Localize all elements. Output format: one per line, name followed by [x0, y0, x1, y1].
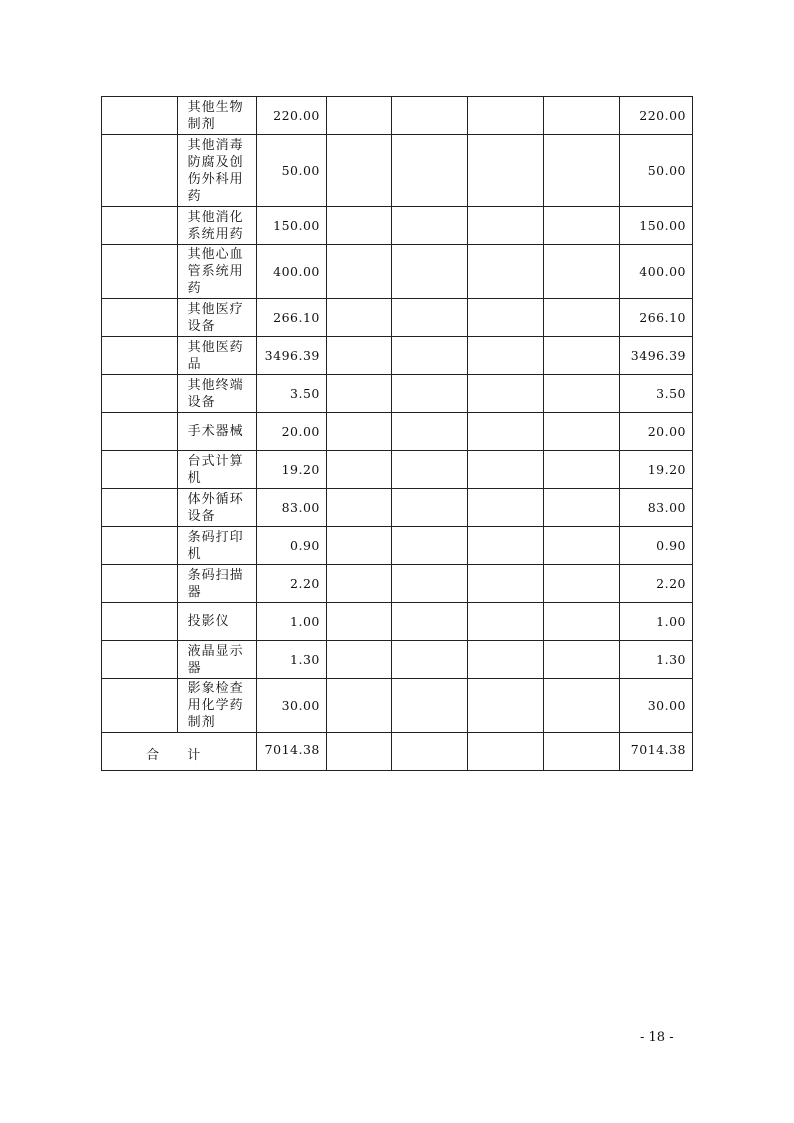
blank-cell	[102, 603, 178, 641]
total-label: 合 计	[102, 733, 257, 771]
blank-cell	[468, 527, 544, 565]
item-name: 投影仪	[177, 603, 257, 641]
item-amount: 2.20	[257, 565, 327, 603]
blank-cell	[543, 679, 620, 733]
item-name: 其他心血管系统用药	[177, 245, 257, 299]
blank-cell	[468, 679, 544, 733]
item-amount: 3496.39	[257, 337, 327, 375]
blank-cell	[102, 489, 178, 527]
blank-cell	[326, 527, 392, 565]
item-amount: 20.00	[257, 413, 327, 451]
blank-cell	[392, 451, 468, 489]
item-total: 83.00	[620, 489, 693, 527]
table-row	[102, 299, 693, 337]
item-name: 体外循环设备	[177, 489, 257, 527]
item-amount: 3.50	[257, 375, 327, 413]
item-amount: 83.00	[257, 489, 327, 527]
table-row	[102, 641, 693, 679]
blank-cell	[392, 207, 468, 245]
blank-cell	[326, 207, 392, 245]
blank-cell	[392, 375, 468, 413]
blank-cell	[102, 679, 178, 733]
blank-cell	[326, 641, 392, 679]
item-amount: 1.30	[257, 641, 327, 679]
item-amount: 50.00	[257, 135, 327, 207]
blank-cell	[326, 97, 392, 135]
blank-cell	[102, 337, 178, 375]
blank-cell	[468, 603, 544, 641]
blank-cell	[102, 565, 178, 603]
blank-cell	[326, 565, 392, 603]
blank-cell	[543, 375, 620, 413]
blank-cell	[468, 337, 544, 375]
table-row	[102, 603, 693, 641]
item-total: 19.20	[620, 451, 693, 489]
item-total: 0.90	[620, 527, 693, 565]
item-name: 条码扫描器	[177, 565, 257, 603]
item-name: 台式计算机	[177, 451, 257, 489]
table-row	[102, 337, 693, 375]
item-name: 其他消毒防腐及创伤外科用药	[177, 135, 257, 207]
blank-cell	[326, 451, 392, 489]
blank-cell	[392, 733, 468, 771]
blank-cell	[326, 603, 392, 641]
table-row	[102, 413, 693, 451]
blank-cell	[543, 299, 620, 337]
table-row	[102, 451, 693, 489]
blank-cell	[392, 245, 468, 299]
blank-cell	[543, 527, 620, 565]
item-total: 3496.39	[620, 337, 693, 375]
table-row	[102, 375, 693, 413]
item-total: 2.20	[620, 565, 693, 603]
blank-cell	[468, 565, 544, 603]
blank-cell	[102, 527, 178, 565]
blank-cell	[102, 375, 178, 413]
blank-cell	[543, 733, 620, 771]
blank-cell	[468, 207, 544, 245]
item-total: 50.00	[620, 135, 693, 207]
item-total: 150.00	[620, 207, 693, 245]
item-total: 30.00	[620, 679, 693, 733]
blank-cell	[326, 679, 392, 733]
item-amount: 0.90	[257, 527, 327, 565]
blank-cell	[468, 375, 544, 413]
item-total: 220.00	[620, 97, 693, 135]
item-amount: 400.00	[257, 245, 327, 299]
item-name: 其他生物制剂	[177, 97, 257, 135]
expenditure-table	[101, 96, 693, 771]
item-amount: 266.10	[257, 299, 327, 337]
table-row	[102, 565, 693, 603]
table-row	[102, 207, 693, 245]
blank-cell	[543, 245, 620, 299]
table-row	[102, 97, 693, 135]
blank-cell	[326, 375, 392, 413]
blank-cell	[468, 299, 544, 337]
blank-cell	[543, 97, 620, 135]
blank-cell	[543, 603, 620, 641]
blank-cell	[326, 299, 392, 337]
item-name: 手术器械	[177, 413, 257, 451]
item-amount: 150.00	[257, 207, 327, 245]
item-total: 3.50	[620, 375, 693, 413]
blank-cell	[543, 413, 620, 451]
total-sum: 7014.38	[620, 733, 693, 771]
blank-cell	[102, 299, 178, 337]
blank-cell	[543, 565, 620, 603]
total-row	[102, 733, 693, 771]
item-name: 其他医疗设备	[177, 299, 257, 337]
blank-cell	[102, 413, 178, 451]
item-total: 1.00	[620, 603, 693, 641]
blank-cell	[468, 413, 544, 451]
page-number: - 18 -	[640, 1030, 674, 1045]
blank-cell	[543, 337, 620, 375]
blank-cell	[326, 135, 392, 207]
blank-cell	[468, 97, 544, 135]
blank-cell	[392, 565, 468, 603]
blank-cell	[102, 641, 178, 679]
blank-cell	[468, 135, 544, 207]
blank-cell	[392, 413, 468, 451]
blank-cell	[392, 489, 468, 527]
item-amount: 220.00	[257, 97, 327, 135]
blank-cell	[543, 451, 620, 489]
table-row	[102, 489, 693, 527]
total-amount: 7014.38	[257, 733, 327, 771]
item-name: 其他消化系统用药	[177, 207, 257, 245]
blank-cell	[392, 679, 468, 733]
item-total: 1.30	[620, 641, 693, 679]
blank-cell	[102, 207, 178, 245]
blank-cell	[468, 641, 544, 679]
blank-cell	[326, 337, 392, 375]
item-name: 其他医药品	[177, 337, 257, 375]
item-amount: 30.00	[257, 679, 327, 733]
blank-cell	[392, 603, 468, 641]
blank-cell	[392, 641, 468, 679]
item-name: 影象检查用化学药制剂	[177, 679, 257, 733]
blank-cell	[468, 451, 544, 489]
blank-cell	[102, 245, 178, 299]
blank-cell	[326, 733, 392, 771]
table-row	[102, 245, 693, 299]
item-amount: 19.20	[257, 451, 327, 489]
blank-cell	[326, 245, 392, 299]
blank-cell	[392, 97, 468, 135]
blank-cell	[468, 245, 544, 299]
blank-cell	[468, 733, 544, 771]
item-total: 400.00	[620, 245, 693, 299]
item-name: 液晶显示器	[177, 641, 257, 679]
table-row	[102, 135, 693, 207]
blank-cell	[392, 337, 468, 375]
blank-cell	[326, 413, 392, 451]
blank-cell	[543, 135, 620, 207]
blank-cell	[102, 451, 178, 489]
blank-cell	[102, 135, 178, 207]
blank-cell	[392, 135, 468, 207]
item-total: 20.00	[620, 413, 693, 451]
item-total: 266.10	[620, 299, 693, 337]
blank-cell	[392, 527, 468, 565]
blank-cell	[102, 97, 178, 135]
blank-cell	[468, 489, 544, 527]
item-name: 条码打印机	[177, 527, 257, 565]
table-row	[102, 679, 693, 733]
blank-cell	[392, 299, 468, 337]
item-amount: 1.00	[257, 603, 327, 641]
blank-cell	[543, 641, 620, 679]
blank-cell	[543, 207, 620, 245]
blank-cell	[326, 489, 392, 527]
item-name: 其他终端设备	[177, 375, 257, 413]
blank-cell	[543, 489, 620, 527]
table-row	[102, 527, 693, 565]
